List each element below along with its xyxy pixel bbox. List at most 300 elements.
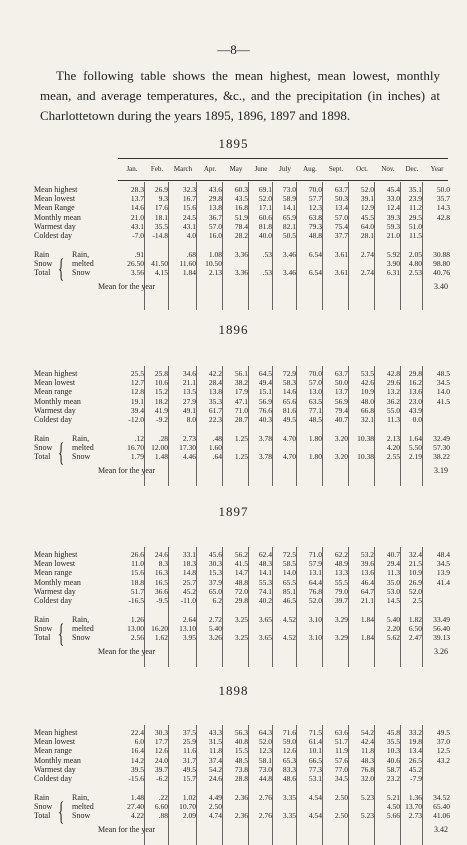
table-cell: 49.5 [436,728,450,737]
table-cell: 6.0 [134,737,144,747]
table-cell: 35.1 [408,185,422,194]
table-cell: -7.9 [410,774,422,783]
column-rule [374,725,375,845]
table-cell: 42.6 [360,378,374,388]
column-rule [272,547,273,667]
table-cell: 39.3 [386,212,400,222]
table-cell: 13.8 [208,387,222,397]
table-cell: 12.4 [386,203,400,213]
precip-cell: .64 [212,452,222,462]
precip-sublabel: Snow [72,452,91,462]
table-cell: 48.3 [360,755,374,765]
table-cell: 55.3 [258,577,272,587]
table-cell: 60.6 [258,212,272,222]
precip-cell: 3.95 [182,633,196,643]
column-rule [296,182,297,310]
month-header: June [254,165,268,173]
table-cell: 71.0 [234,405,248,415]
row-label: Warmest day [34,764,76,774]
table-cell: 62.2 [334,550,348,559]
table-cell: 71.0 [308,550,322,559]
table-cell: 45.6 [208,550,222,559]
table-cell: 77.1 [308,405,322,415]
table-cell: 39.7 [334,596,348,605]
precip-cell: 32.49 [433,434,450,444]
brace-glyph: { [58,797,65,827]
table-cell: 56.2 [234,550,248,559]
precip-cell: 1.36 [408,793,422,803]
table-cell: 21.5 [408,559,422,569]
table-cell: 39.4 [130,405,144,415]
column-rule [400,725,401,845]
precip-cell: 17.30 [179,443,196,453]
table-cell: 26.5 [408,755,422,765]
precip-cell: 6.50 [408,624,422,634]
column-rule [322,725,323,845]
table-cell: 51.9 [234,212,248,222]
precip-cell: 16.20 [151,624,168,634]
month-header: Year [430,165,444,173]
table-cell: 40.7 [334,415,348,424]
table-cell: 28.7 [234,415,248,424]
table-cell: 12.3 [308,203,322,213]
table-cell: 26.9 [154,185,168,194]
precip-cell: 3.20 [334,434,348,444]
column-rule [168,725,169,845]
precip-cell: 57.30 [433,443,450,453]
table-cell: 48.3 [258,559,272,569]
table-cell: 15.1 [258,387,272,397]
table-cell: 52.0 [360,185,374,194]
brace-glyph: { [58,254,65,284]
table-cell: 52.0 [308,596,322,605]
precip-label-rain: Rain [34,434,50,444]
precip-cell: 2.73 [408,811,422,821]
month-header: Dec. [405,165,419,173]
row-label: Warmest day [34,586,76,596]
precip-cell: 2.20 [386,624,400,634]
precip-sublabel: Rain, [72,250,90,260]
month-header: Apr. [203,165,217,173]
table-cell: 30.3 [208,559,222,569]
table-cell: 14.1 [282,203,296,213]
precip-cell: 2.19 [408,452,422,462]
precip-cell: 1.84 [360,615,374,625]
table-cell: 33.0 [386,194,400,204]
table-cell: 4.0 [186,231,196,240]
precip-cell: 3.78 [258,434,272,444]
table-cell: 49.5 [182,764,196,774]
table-cell: 15.3 [208,568,222,578]
table-cell: 10.3 [386,746,400,756]
precip-cell: 1.26 [130,615,144,625]
precip-cell: 40.76 [433,268,450,278]
table-cell: 41.4 [436,577,450,587]
table-cell: 49.4 [258,378,272,388]
table-cell: 63.5 [308,396,322,406]
precip-cell: 2.64 [182,615,196,625]
precip-cell: 2.05 [408,250,422,260]
table-cell: 58.7 [386,764,400,774]
table-cell: 35.5 [154,221,168,231]
table-cell: 76.8 [360,764,374,774]
table-cell: 13.6 [360,568,374,578]
precip-sublabel: Rain, [72,793,90,803]
column-rule [168,366,169,486]
column-rule [196,725,197,845]
precip-cell: 56.40 [433,624,450,634]
table-cell: -9.5 [156,596,168,605]
precip-label-total: Total [34,268,51,278]
precip-cell: 3.36 [234,268,248,278]
table-cell: 48.6 [282,774,296,783]
precip-cell: 26.50 [127,259,144,269]
column-rule [248,725,249,845]
precip-cell: 34.52 [433,793,450,803]
precip-cell: 4.20 [386,443,400,453]
table-cell: 37.9 [208,577,222,587]
table-cell: 15.6 [130,568,144,578]
precip-cell: 2.13 [386,434,400,444]
table-cell: 78.4 [234,221,248,231]
precip-cell: 3.29 [334,633,348,643]
table-cell: 32.3 [182,185,196,194]
table-cell: 63.7 [334,369,348,378]
year-heading: 1898 [218,683,249,698]
column-rule [348,725,349,845]
table-cell: 32.1 [360,415,374,424]
column-rule [272,182,273,310]
precip-cell: 4.49 [208,793,222,803]
table-cell: 41.5 [234,559,248,569]
table-cell: 41.9 [154,405,168,415]
column-rule [222,547,223,667]
table-cell: 13.4 [408,746,422,756]
column-rule [400,366,401,486]
table-cell: 29.8 [208,194,222,204]
table-cell: 83.3 [282,764,296,774]
table-cell: 14.8 [182,568,196,578]
table-cell: 64.3 [258,728,272,737]
table-cell: 79.0 [334,586,348,596]
table-cell: 75.4 [334,221,348,231]
precip-cell: 2.36 [234,793,248,803]
column-rule [248,182,249,310]
precip-cell: 4.52 [282,633,296,643]
column-rule [322,547,323,667]
table-cell: 48.5 [308,415,322,424]
table-cell: 18.2 [154,396,168,406]
table-cell: 21.1 [360,596,374,605]
mean-for-year-label: Mean for the year [98,647,156,657]
table-cell: 16.3 [154,568,168,578]
table-cell: 51.0 [408,221,422,231]
table-cell: 35.0 [386,577,400,587]
table-cell: 57.0 [208,221,222,231]
month-header: Feb. [150,165,164,173]
table-cell: 48.8 [234,577,248,587]
table-cell: 25.7 [182,577,196,587]
table-cell: 17.1 [258,203,272,213]
table-cell: 36.6 [154,586,168,596]
table-cell: 13.7 [130,194,144,204]
row-label: Monthly mean [34,396,81,406]
precip-cell: 6.54 [308,268,322,278]
table-cell: 48.5 [234,755,248,765]
table-cell: 63.8 [308,212,322,222]
table-cell: 34.5 [334,774,348,783]
table-cell: 8.3 [158,559,168,569]
table-cell: 14.6 [130,203,144,213]
table-cell: 56.3 [234,728,248,737]
precip-cell: 2.73 [182,434,196,444]
precip-cell: 10.38 [357,452,374,462]
table-cell: 14.0 [436,387,450,397]
precip-cell: 6.54 [308,250,322,260]
table-cell: -16.5 [128,596,144,605]
table-cell: 13.9 [436,568,450,578]
precip-cell: 5.50 [408,443,422,453]
precip-cell: 2.74 [360,268,374,278]
precip-cell: 10.70 [179,802,196,812]
table-cell: 40.7 [386,550,400,559]
table-cell: 26.9 [408,577,422,587]
table-cell: 56.9 [258,396,272,406]
month-header: Sept. [328,165,344,173]
table-cell: 48.8 [308,231,322,240]
row-label: Mean range [34,568,72,578]
table-cell: 11.0 [131,559,144,569]
table-cell: 50.3 [334,194,348,204]
table-cell: 79.4 [334,405,348,415]
row-label: Mean highest [34,369,78,378]
table-cell: 82.1 [282,221,296,231]
precip-label-total: Total [34,811,51,821]
table-cell: 24.0 [154,755,168,765]
table-cell: 15.2 [154,387,168,397]
precip-cell: .28 [158,434,168,444]
precip-cell: .53 [262,250,272,260]
precip-cell: 1.48 [130,793,144,803]
month-header: July [279,165,291,173]
table-cell: -14.8 [152,231,168,240]
table-cell: 28.8 [234,774,248,783]
table-cell: 26.6 [130,550,144,559]
table-cell: 69.1 [258,185,272,194]
table-cell: 11.3 [387,415,400,424]
table-cell: 18.8 [130,577,144,587]
precip-cell: 41.50 [151,259,168,269]
table-cell: 13.0 [308,387,322,397]
table-cell: 19.1 [130,396,144,406]
table-cell: 37.0 [436,737,450,747]
table-cell: 24.5 [182,212,196,222]
table-cell: 43.5 [234,194,248,204]
table-cell: 57.0 [308,378,322,388]
table-cell: 12.6 [282,746,296,756]
table-cell: 58.5 [282,559,296,569]
precip-cell: 2.47 [408,633,422,643]
table-cell: 39.5 [130,764,144,774]
table-cell: 13.2 [386,387,400,397]
table-cell: 71.5 [308,728,322,737]
table-cell: 43.2 [436,755,450,765]
column-rule [374,547,375,667]
table-cell: 55.5 [334,577,348,587]
table-cell: 0.0 [412,415,422,424]
row-label: Warmest day [34,221,76,231]
precip-cell: 4.50 [386,802,400,812]
table-cell: 50.0 [334,378,348,388]
row-label: Monthly mean [34,577,81,587]
table-cell: 64.7 [360,586,374,596]
table-cell: 51.7 [334,737,348,747]
precip-sublabel: melted [72,624,94,634]
table-cell: 10.1 [308,746,322,756]
table-cell: 65.9 [282,212,296,222]
precip-cell: 1.80 [308,452,322,462]
table-cell: 8.0 [186,415,196,424]
table-cell: 57.7 [308,194,322,204]
table-cell: 12.7 [130,378,144,388]
table-cell: 66.8 [360,405,374,415]
row-label: Mean lowest [34,194,76,204]
precip-cell: .68 [186,250,196,260]
mean-for-year-value: 3.40 [434,282,448,292]
table-cell: -7.0 [132,231,144,240]
precip-cell: 4.54 [308,811,322,821]
table-cell: 28.2 [234,231,248,240]
precip-cell: 1.48 [154,452,168,462]
table-cell: 15.6 [182,203,196,213]
column-rule [400,547,401,667]
precip-cell: 41.06 [433,811,450,821]
precip-cell: 1.80 [308,434,322,444]
precip-cell: 3.65 [258,633,272,643]
precip-label-rain: Rain [34,793,50,803]
table-cell: 16.7 [182,194,196,204]
row-label: Mean lowest [34,737,76,747]
table-cell: 28.4 [208,378,222,388]
table-cell: 16.8 [234,203,248,213]
table-cell: 42.8 [436,212,450,222]
table-cell: 65.5 [282,577,296,587]
table-cell: 33.2 [408,728,422,737]
table-cell: 18.1 [154,212,168,222]
table-cell: 40.6 [386,755,400,765]
row-label: Mean lowest [34,559,76,569]
column-rule [322,366,323,486]
table-cell: 12.8 [130,387,144,397]
table-cell: 13.7 [334,387,348,397]
month-header: Aug. [303,165,317,173]
table-cell: 77.0 [334,764,348,774]
column-rule [248,366,249,486]
year-heading: 1897 [218,504,249,519]
table-cell: 13.1 [308,568,322,578]
precip-cell: 39.13 [433,633,450,643]
precip-cell: 3.29 [334,615,348,625]
table-cell: 12.9 [360,203,374,213]
table-cell: 70.0 [308,369,322,378]
table-cell: 72.9 [282,369,296,378]
precip-cell: 4.54 [308,793,322,803]
table-cell: 17.9 [234,387,248,397]
table-cell: 24.6 [208,774,222,783]
table-cell: 38.2 [234,378,248,388]
row-label: Mean range [34,387,72,397]
brace-glyph: { [58,438,65,468]
table-cell: 39.6 [360,559,374,569]
precip-cell: 3.35 [282,811,296,821]
column-rule [272,725,273,845]
precip-cell: 5.66 [386,811,400,821]
table-cell: 34.5 [436,559,450,569]
row-label: Coldest day [34,415,72,424]
table-cell: 12.6 [154,746,168,756]
table-cell: 34.5 [436,378,450,388]
precip-cell: .22 [158,793,168,803]
table-cell: 23.0 [408,396,422,406]
table-cell: 46.5 [282,596,296,605]
precip-cell: 16.70 [127,443,144,453]
table-cell: 55.0 [386,405,400,415]
mean-for-year-label: Mean for the year [98,466,156,476]
precip-cell: 10.38 [357,434,374,444]
table-cell: 22.4 [130,728,144,737]
table-cell: 85.1 [282,586,296,596]
precip-cell: 2.09 [182,811,196,821]
table-cell: 60.3 [234,185,248,194]
table-cell: 13.8 [208,203,222,213]
table-cell: 17.7 [154,737,168,747]
table-cell: 40.0 [258,231,272,240]
precip-cell: 12.00 [151,443,168,453]
precip-cell: 5.21 [386,793,400,803]
precip-cell: 2.50 [208,802,222,812]
row-label: Coldest day [34,231,72,240]
precip-cell: 2.76 [258,811,272,821]
precip-cell: 2.53 [408,268,422,278]
precip-cell: 1.60 [208,443,222,453]
precip-cell: .48 [212,434,222,444]
table-cell: 72.0 [234,586,248,596]
row-label: Mean lowest [34,378,76,388]
column-rule [196,182,197,310]
precip-cell: 13.10 [179,624,196,634]
precip-cell: 3.26 [208,633,222,643]
table-cell: 53.5 [360,369,374,378]
precip-cell: 3.10 [308,615,322,625]
row-label: Monthly mean [34,212,81,222]
table-cell: 48.5 [436,369,450,378]
precip-cell: 5.40 [208,624,222,634]
row-label: Warmest day [34,405,76,415]
table-cell: 24.6 [154,550,168,559]
precip-sublabel: melted [72,443,94,453]
precip-cell: 1.82 [408,615,422,625]
table-cell: 47.1 [234,396,248,406]
precip-cell: 65.40 [433,802,450,812]
precip-cell: 3.65 [258,615,272,625]
row-label: Mean highest [34,550,78,559]
table-cell: 66.5 [308,755,322,765]
precip-cell: .12 [134,434,144,444]
year-heading: 1896 [218,322,249,337]
precip-cell: .53 [262,268,272,278]
precip-cell: 5.23 [360,793,374,803]
precip-cell: 1.25 [234,434,248,444]
